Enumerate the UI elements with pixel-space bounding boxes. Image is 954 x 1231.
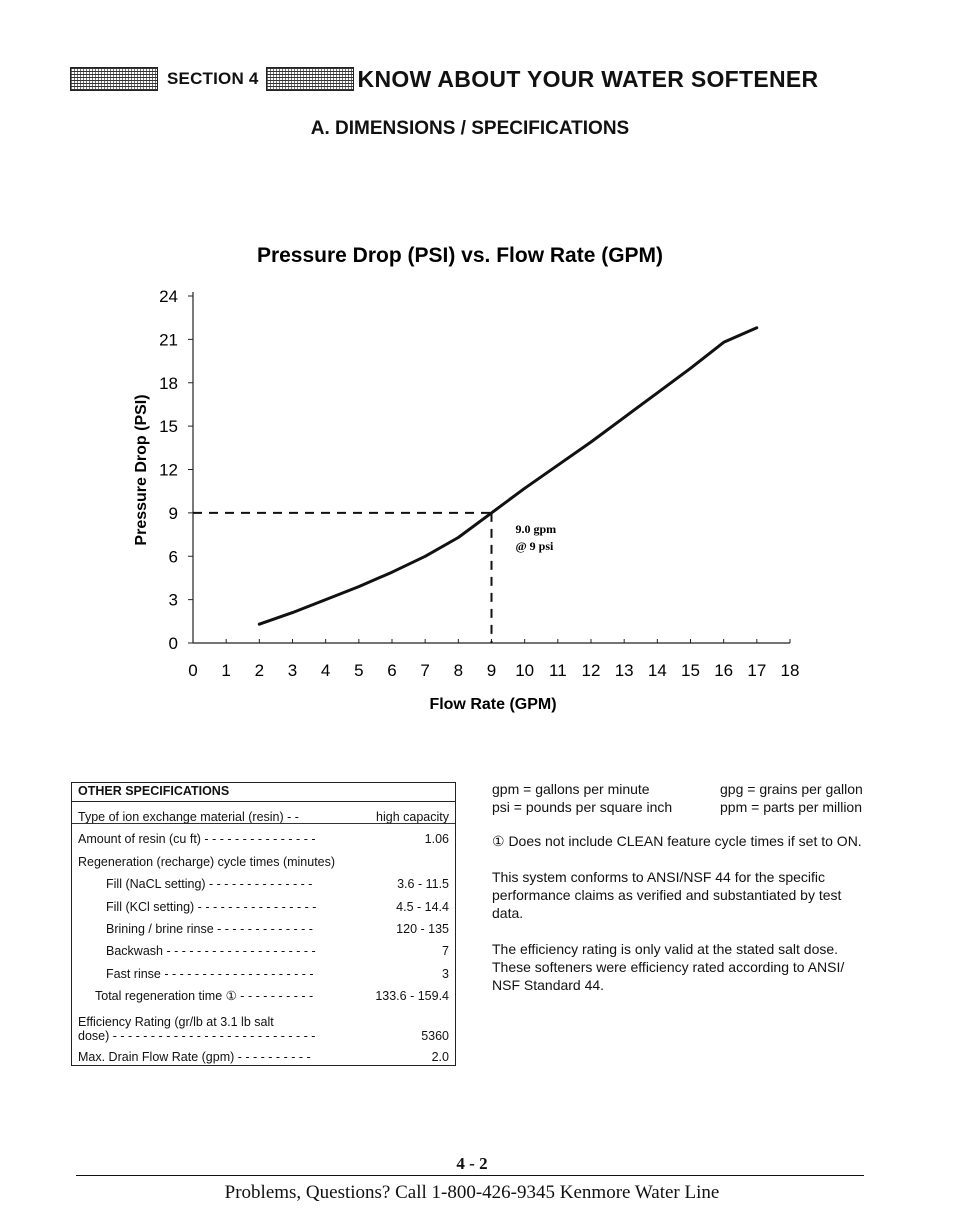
x-tick-label: 3 [287, 661, 298, 680]
spec-row [72, 936, 455, 958]
section-label: SECTION 4 [167, 69, 259, 88]
spec-value: 3 [442, 967, 449, 981]
table-top-rule [72, 823, 455, 824]
x-tick-label: 18 [780, 661, 800, 680]
spec-label: Brining / brine rinse - - - - - - - - - - - - - [106, 922, 313, 936]
y-tick-label: 6 [168, 547, 178, 567]
x-tick-label: 7 [420, 661, 430, 680]
notes-column [492, 780, 874, 994]
spec-row [72, 1003, 455, 1043]
spec-label: Fill (NaCL setting) - - - - - - - - - - - - - - [106, 877, 313, 891]
y-tick-label: 12 [159, 460, 178, 480]
y-axis-label: Pressure Drop (PSI) [133, 394, 150, 546]
spec-label: Type of ion exchange material (resin) - - [78, 810, 299, 824]
spec-label: Fill (KCl setting) - - - - - - - - - - - - - - - - [106, 900, 317, 914]
y-tick-label: 9 [168, 503, 178, 523]
y-tick-label: 18 [159, 373, 178, 393]
page-number: 4 - 2 [456, 1154, 488, 1173]
spec-label: Total regeneration time ① - - - - - - - - - - [95, 989, 314, 1003]
x-tick-label: 2 [254, 661, 265, 680]
abbreviation: psi = pounds per square inch [492, 799, 673, 815]
x-tick-label: 15 [681, 661, 700, 680]
x-tick-label: 1 [221, 661, 231, 680]
spec-label: Efficiency Rating (gr/lb at 3.1 lb salt dose) - - - - - - - - - - - - - - - - - - - - - - - - - - - [78, 1015, 316, 1043]
spec-row [72, 869, 455, 891]
x-tick-label: 14 [647, 661, 667, 680]
x-tick-label: 8 [453, 661, 464, 680]
x-tick-label: 17 [747, 661, 767, 680]
x-tick-label: 16 [714, 661, 734, 680]
abbreviations-list [492, 780, 874, 816]
annotation-flow: 9.0 gpm [515, 521, 557, 536]
y-tick-label: 0 [168, 634, 178, 653]
spec-value: 2.0 [431, 1050, 449, 1064]
y-tick-label: 15 [159, 417, 178, 437]
x-tick-label: 9 [486, 661, 497, 680]
spec-label: Fast rinse - - - - - - - - - - - - - - - - - - - - [106, 967, 314, 981]
page-title: KNOW ABOUT YOUR WATER SOFTENER [357, 65, 819, 92]
spec-value: 1.06 [424, 832, 449, 846]
x-axis-label: Flow Rate (GPM) [429, 696, 557, 713]
y-tick-label: 21 [159, 330, 178, 350]
footer-divider [76, 1175, 864, 1176]
x-tick-label: 12 [581, 661, 601, 680]
spec-value: 7 [442, 944, 449, 958]
section-header [70, 64, 818, 94]
y-tick-label: 24 [159, 287, 178, 306]
spec-value: 4.5 - 14.4 [396, 900, 449, 914]
abbreviation: gpm = gallons per minute [492, 781, 650, 797]
spec-row [72, 1043, 455, 1064]
spec-row [72, 981, 455, 1003]
pressure-drop-chart [0, 230, 954, 720]
hatch-bar-left [70, 67, 158, 91]
spec-label: Backwash - - - - - - - - - - - - - - - - - - - - [106, 944, 316, 958]
x-tick-label: 6 [387, 661, 397, 680]
spec-label: Max. Drain Flow Rate (gpm) - - - - - - - - - - [78, 1050, 311, 1064]
spec-value: 3.6 - 11.5 [397, 877, 449, 891]
y-tick-label: 3 [168, 590, 178, 610]
chart-title: Pressure Drop (PSI) vs. Flow Rate (GPM) [256, 244, 664, 267]
efficiency-rating-note: The efficiency rating is only valid at the stated salt dose. These softeners were efficiency rated according to ANSI/ NSF Standard 44. [492, 941, 845, 993]
spec-value: 120 - 135 [396, 922, 449, 936]
spec-label: Regeneration (recharge) cycle times (minutes) [78, 855, 336, 869]
x-tick-label: 10 [515, 661, 535, 680]
spec-label: Amount of resin (cu ft) - - - - - - - - - - - - - - - [78, 832, 316, 846]
spec-row [72, 891, 455, 914]
ansi-nsf-conformance-note: This system conforms to ANSI/NSF 44 for the specific performance claims as verified and substantiated by test data. [492, 869, 842, 921]
spec-value: high capacity [376, 810, 449, 824]
footer-helpline: Problems, Questions? Call 1-800-426-9345 Kenmore Water Line [224, 1182, 720, 1203]
hatch-bar-right [266, 67, 354, 91]
spec-row [72, 846, 455, 869]
x-tick-label: 4 [320, 661, 331, 680]
other-specifications-table [71, 782, 456, 1066]
abbreviation: gpg = grains per gallon [720, 781, 863, 797]
abbreviation: ppm = parts per million [720, 799, 863, 815]
x-tick-label: 0 [188, 661, 198, 680]
spec-row [72, 914, 455, 936]
section-subtitle: A. DIMENSIONS / SPECIFICATIONS [310, 118, 630, 139]
annotation-pressure: @ 9 psi [515, 538, 554, 553]
spec-row [72, 824, 455, 846]
specifications-rows [72, 802, 455, 1064]
series-line [259, 328, 757, 624]
spec-value: 5360 [421, 1029, 449, 1043]
x-tick-label: 13 [614, 661, 634, 680]
footnote-clean-feature: ① Does not include CLEAN feature cycle times if set to ON. [492, 833, 862, 849]
specifications-heading: OTHER SPECIFICATIONS [72, 783, 455, 802]
spec-row [72, 802, 455, 824]
x-tick-label: 5 [354, 661, 364, 680]
spec-value: 133.6 - 159.4 [375, 989, 449, 1003]
spec-row [72, 958, 455, 981]
x-tick-label: 11 [549, 661, 567, 680]
